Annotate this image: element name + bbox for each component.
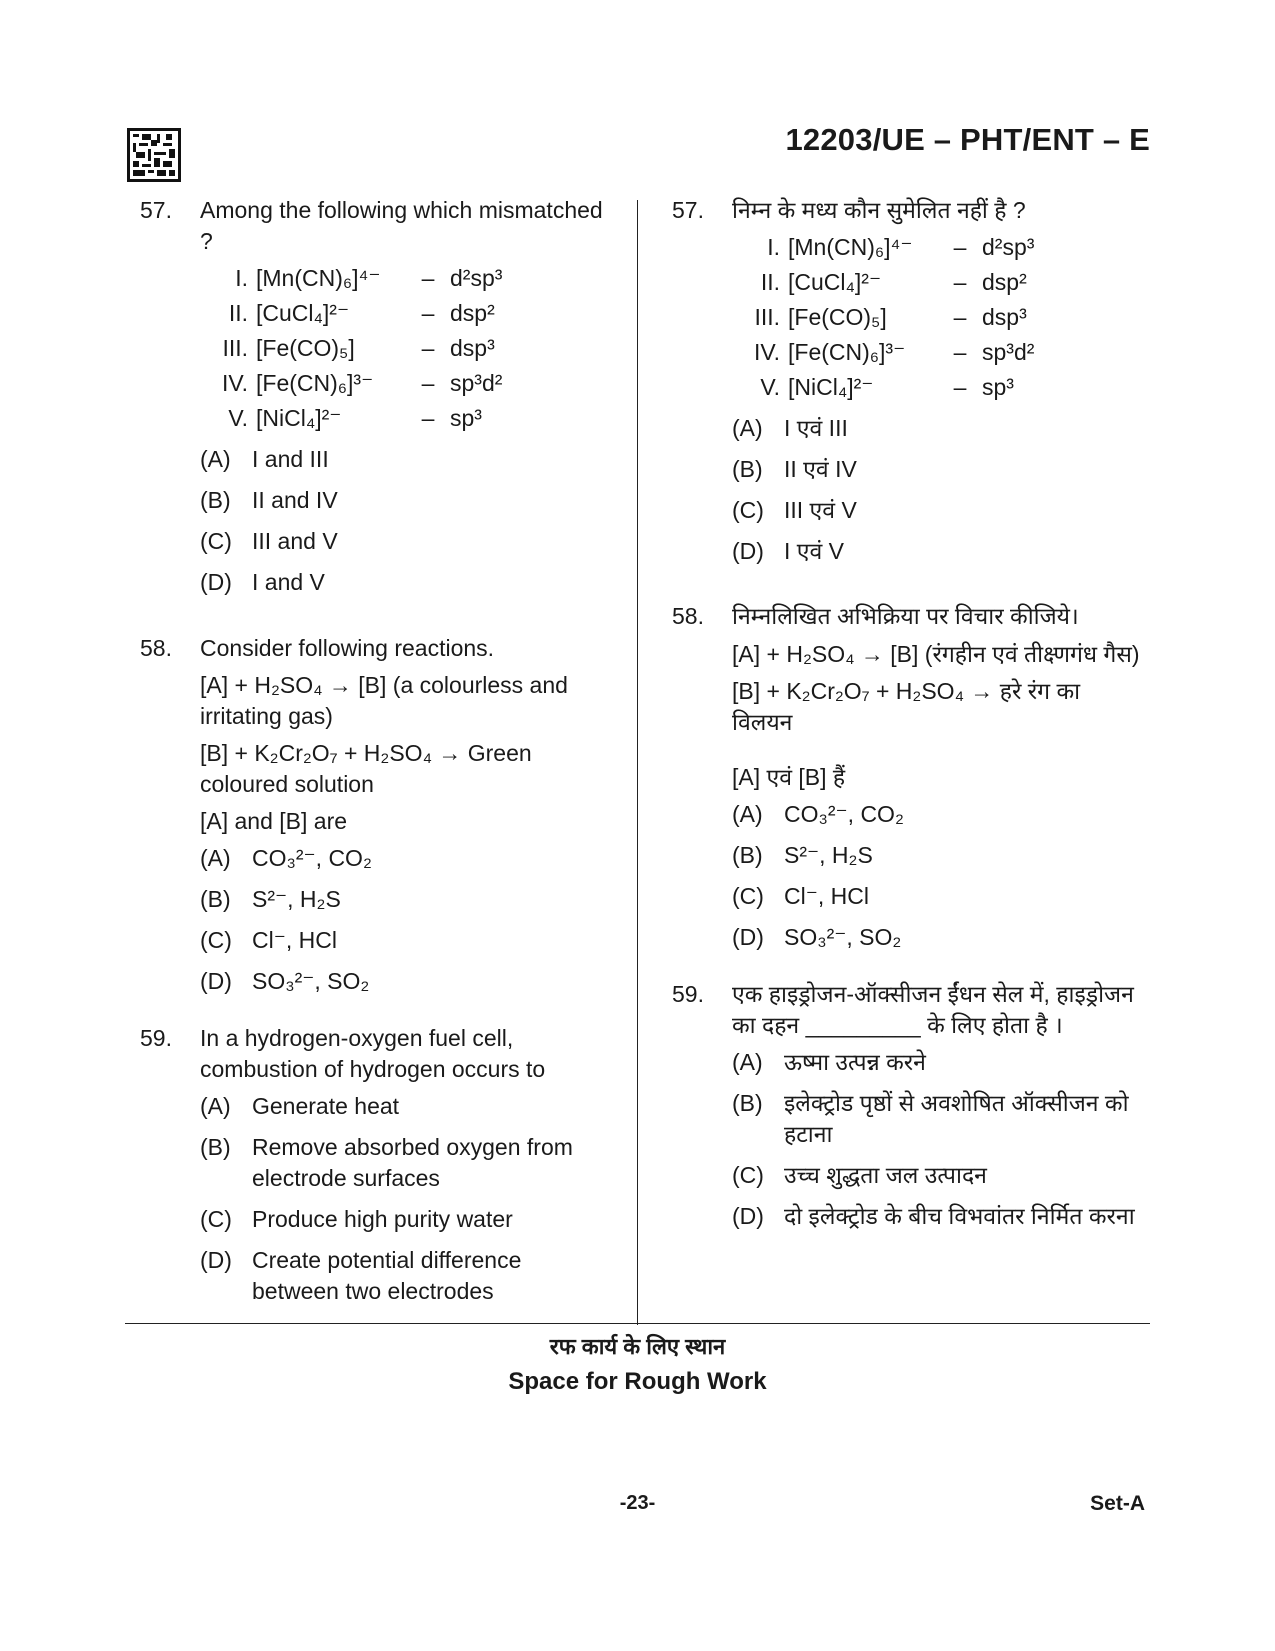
question-58-hi [672,601,1142,952]
option-d: (D) SO₃²⁻, SO₂ [732,923,902,950]
question-number: 59. [672,980,704,1007]
hindi-column [672,195,1142,1242]
question-statement: एक हाइड्रोजन-ऑक्सीजन ईंधन सेल में, हाइड्रोजन का दहन _________ के लिए होता है । [732,980,1134,1038]
match-row: II. [CuCl₄]²⁻ – dsp² [228,300,495,327]
match-row: IV. [Fe(CN)₆]³⁻ – sp³d² [753,339,1035,366]
set-label: Set-A [1090,1492,1145,1515]
question-statement: In a hydrogen-oxygen fuel cell, combustion of hydrogen occurs to [200,1024,546,1083]
question-59-hi [672,979,1142,1232]
match-list [200,263,502,438]
option-d: (D) Create potential difference between two electrodes [200,1247,522,1305]
question-ask: [A] एवं [B] हैं [732,763,846,790]
question-number: 57. [672,197,704,223]
option-a: (A) I एवं III [732,415,848,442]
option-c: (C) Cl⁻, HCl [200,926,337,953]
question-57-hi [672,195,1142,567]
option-c: (C) Cl⁻, HCl [732,882,869,909]
reaction-1: [A] + H₂SO₄ → [B] (रंगहीन एवं तीक्ष्णगंध गैस) [732,640,1140,667]
question-statement: Among the following which mismatched ? [200,197,603,255]
option-c: (C) उच्च शुद्धता जल उत्पादन [732,1162,987,1189]
question-number: 57. [140,197,172,223]
option-a: (A) I and III [200,446,329,473]
question-statement: Consider following reactions. [200,634,495,661]
qr-code [127,128,181,182]
option-c: (C) III and V [200,528,338,555]
question-57-en [140,195,610,599]
question-number: 58. [140,634,172,661]
option-d: (D) I and V [200,569,325,596]
question-ask: [A] and [B] are [200,807,348,834]
option-b: (B) इलेक्ट्रोड पृष्ठों से अवशोषित ऑक्सीजन को हटाना [732,1090,1129,1148]
match-row: V. [NiCl₄]²⁻ – sp³ [228,405,482,432]
option-b: (B) S²⁻, H₂S [732,841,873,868]
option-b: (B) II and IV [200,487,338,514]
option-c: (C) III एवं V [732,497,857,524]
question-58-en [140,633,610,997]
match-list [732,232,1034,407]
match-row: I. [Mn(CN)₆]⁴⁻ – d²sp³ [767,234,1035,261]
option-d: (D) I एवं V [732,538,845,565]
option-b: (B) S²⁻, H₂S [200,885,341,912]
reaction-1: [A] + H₂SO₄ → [B] (a colourless and irritating gas) [200,671,568,729]
match-row: V. [NiCl₄]²⁻ – sp³ [760,374,1014,401]
rough-work-heading: Space for Rough Work [508,1368,767,1395]
footer-divider [125,1323,1150,1324]
english-column [140,195,610,1317]
question-number: 58. [672,603,704,630]
option-b: (B) II एवं IV [732,456,857,483]
option-d: (D) दो इलेक्ट्रोड के बीच विभवांतर निर्मित करना [732,1203,1135,1230]
option-a: (A) Generate heat [200,1093,400,1120]
question-59-en [140,1023,610,1307]
reaction-2: [B] + K₂Cr₂O₇ + H₂SO₄ → Green coloured solution [200,739,532,797]
column-divider [637,200,638,1325]
option-a: (A) CO₃²⁻, CO₂ [200,844,372,871]
option-a: (A) ऊष्मा उत्पन्न करने [732,1048,926,1075]
rough-work-heading-hindi: रफ कार्य के लिए स्थान [549,1334,726,1359]
option-c: (C) Produce high purity water [200,1206,513,1233]
match-row: III. [Fe(CO)₅] – dsp³ [754,304,1027,331]
option-a: (A) CO₃²⁻, CO₂ [732,800,904,827]
question-statement: निम्न के मध्य कौन सुमेलित नहीं है ? [732,197,1026,223]
match-row: I. [Mn(CN)₆]⁴⁻ – d²sp³ [235,265,503,292]
reaction-2: [B] + K₂Cr₂O₇ + H₂SO₄ → हरे रंग का विलयन [732,677,1081,735]
option-b: (B) Remove absorbed oxygen from electrode surfaces [200,1134,573,1192]
match-row: IV. [Fe(CN)₆]³⁻ – sp³d² [221,370,503,397]
page-number: -23- [619,1492,656,1514]
match-row: II. [CuCl₄]²⁻ – dsp² [760,269,1027,296]
paper-code: 12203/UE – PHT/ENT – E [785,122,1150,157]
question-statement: निम्नलिखित अभिक्रिया पर विचार कीजिये। [732,603,1079,630]
option-d: (D) SO₃²⁻, SO₂ [200,967,370,994]
question-number: 59. [140,1024,172,1051]
match-row: III. [Fe(CO)₅] – dsp³ [222,335,495,362]
